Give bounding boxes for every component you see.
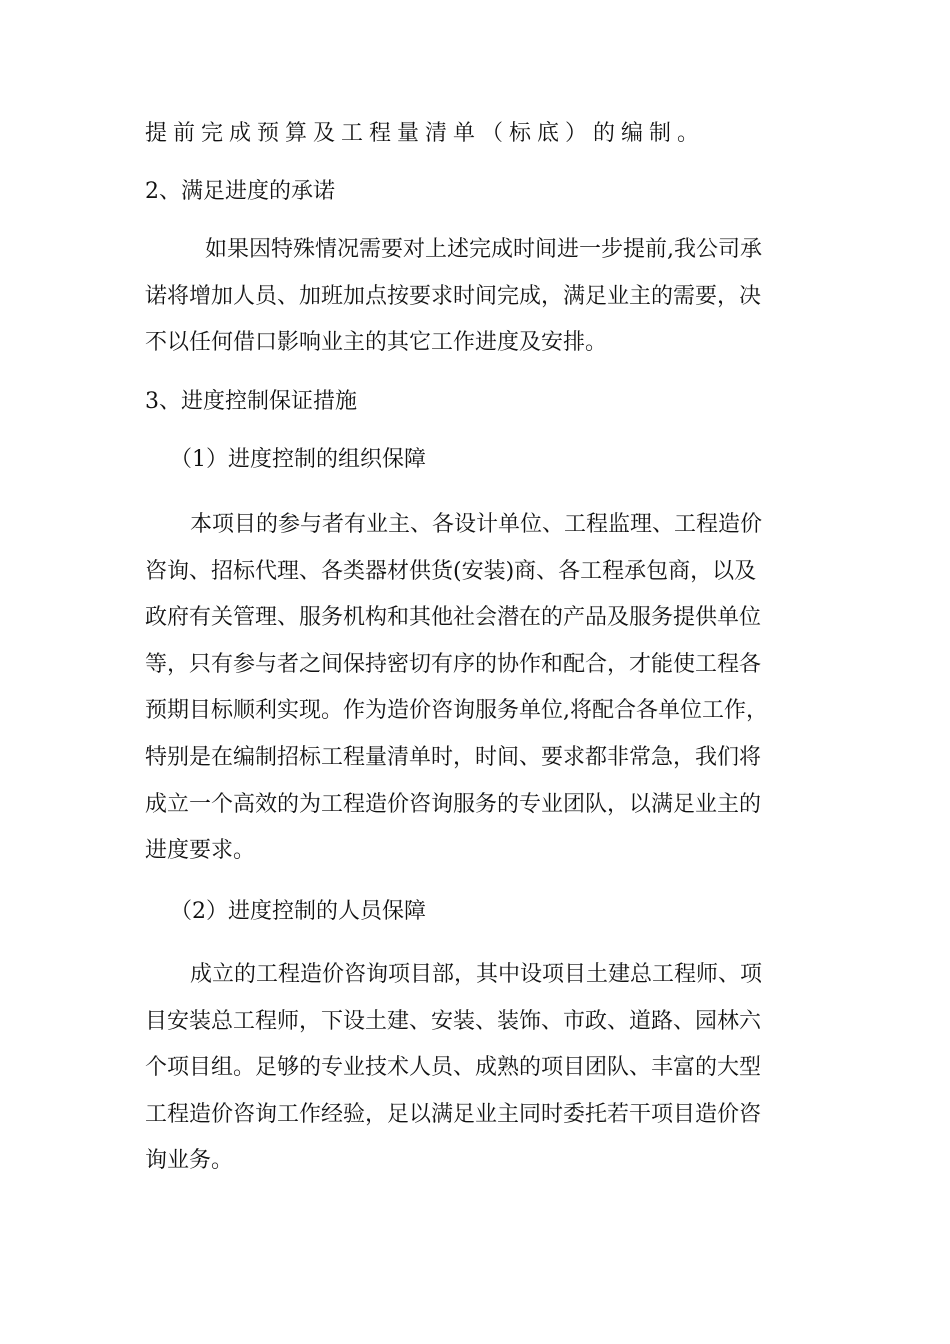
section-heading-measures: 3、进度控制保证措施	[145, 389, 357, 414]
paragraph-line: 工程造价咨询工作经验，足以满足业主同时委托若干项目造价咨	[145, 1102, 762, 1127]
paragraph-line: 本项目的参与者有业主、各设计单位、工程监理、工程造价	[190, 512, 763, 537]
paragraph-line: 成立一个高效的为工程造价咨询服务的专业团队，以满足业主的	[145, 792, 762, 817]
paragraph-line: 如果因特殊情况需要对上述完成时间进一步提前,我公司承	[205, 237, 762, 262]
paragraph-line: 进度要求。	[145, 838, 256, 863]
paragraph-line: 咨询、招标代理、各类器材供货(安装)商、各工程承包商，以及	[145, 559, 757, 584]
paragraph-line: 个项目组。足够的专业技术人员、成熟的项目团队、丰富的大型	[145, 1055, 762, 1080]
paragraph-line: 询业务。	[145, 1148, 234, 1173]
paragraph-line: 政府有关管理、服务机构和其他社会潜在的产品及服务提供单位	[145, 605, 762, 630]
paragraph-line: 诺将增加人员、加班加点按要求时间完成，满足业主的需要，决	[145, 284, 762, 309]
paragraph-line: 成立的工程造价咨询项目部，其中设项目土建总工程师、项	[190, 962, 763, 987]
paragraph-line: 不以任何借口影响业主的其它工作进度及安排。	[145, 330, 608, 355]
paragraph-line: 预期目标顺利实现。作为造价咨询服务单位,将配合各单位工作，	[145, 698, 768, 723]
paragraph-line: 目安装总工程师，下设土建、安装、装饰、市政、道路、园林六	[145, 1009, 762, 1034]
subsection-heading-staffing: （2）进度控制的人员保障	[170, 899, 426, 924]
text-line: 提前完成预算及工程量清单（标底）的编制。	[145, 121, 706, 146]
paragraph-line: 等，只有参与者之间保持密切有序的协作和配合，才能使工程各	[145, 652, 762, 677]
section-heading-commitment: 2、满足进度的承诺	[145, 179, 335, 204]
paragraph-line: 特别是在编制招标工程量清单时，时间、要求都非常急，我们将	[145, 745, 762, 770]
subsection-heading-organization: （1）进度控制的组织保障	[170, 447, 426, 472]
